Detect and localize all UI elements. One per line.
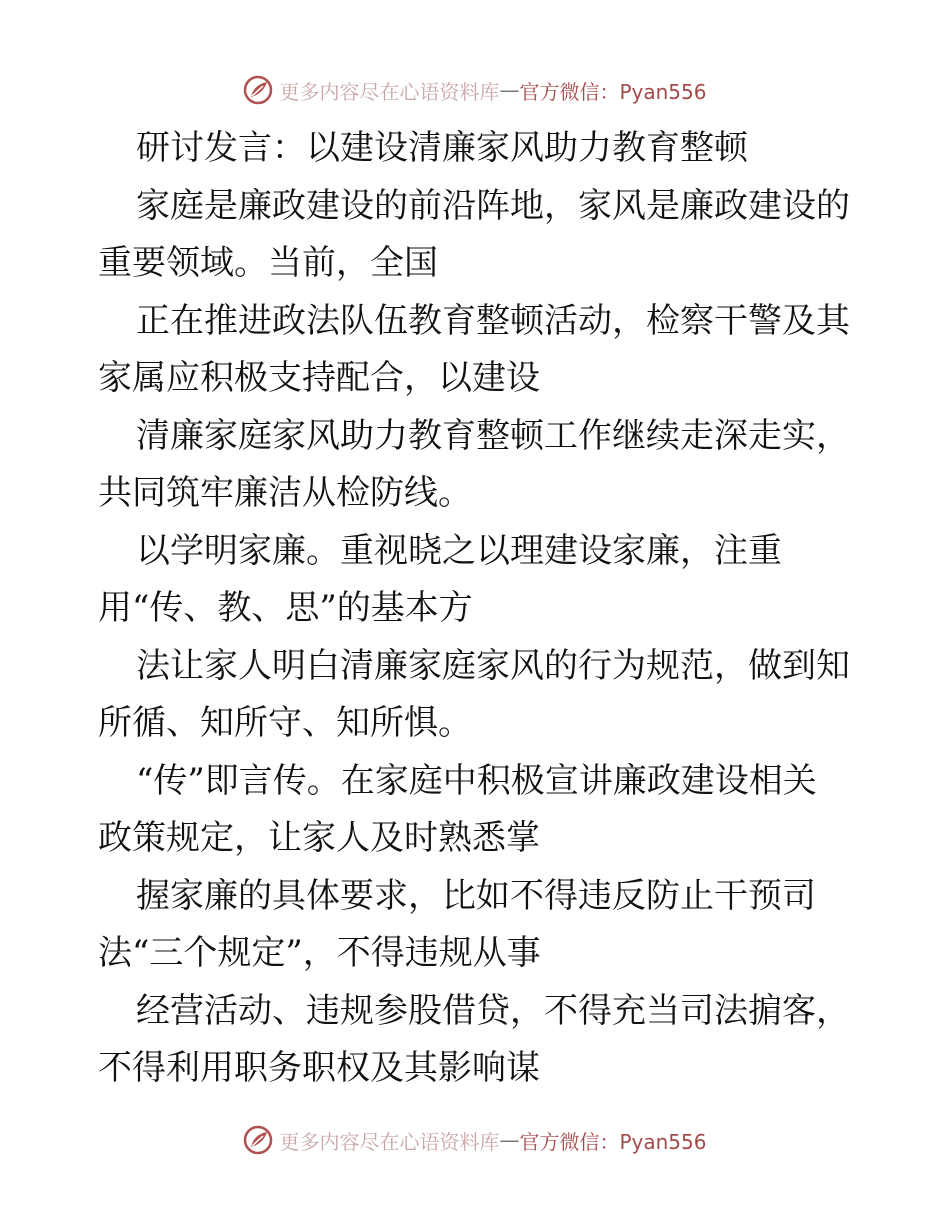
text-line: 正在推进政法队伍教育整顿活动，检察干警及其: [136, 300, 850, 341]
text-line: “传”即言传。在家庭中积极宣讲廉政建设相关: [136, 760, 817, 801]
text-line: 不得利用职务职权及其影响谋: [98, 1048, 540, 1088]
text-line: 以学明家廉。重视晓之以理建设家廉，注重: [136, 530, 782, 571]
footer-banner: [0, 1120, 950, 1160]
banner-wechat-text: 官方微信：Pyan556: [519, 79, 707, 104]
text-line: 政策规定，让家人及时熟悉掌: [98, 818, 540, 858]
text-line: 经营活动、违规参股借贷，不得充当司法掮客，: [136, 990, 850, 1031]
header-banner: [0, 70, 950, 110]
text-line: 家属应积极支持配合，以建设: [98, 358, 540, 398]
text-line: 握家廉的具体要求，比如不得违反防止干预司: [136, 875, 816, 916]
banner-text: [279, 76, 706, 105]
text-line: 用“传、教、思”的基本方: [98, 588, 473, 628]
banner-dash: —: [499, 78, 520, 102]
text-line: 所循、知所守、知所惧。: [98, 703, 472, 743]
text-line: 法让家人明白清廉家庭家风的行为规范，做到知: [136, 645, 850, 686]
text-line: 重要领域。当前，全国: [98, 243, 438, 283]
document-title: 研讨发言：以建设清廉家风助力教育整顿: [136, 128, 748, 168]
banner-dash: —: [499, 1128, 520, 1152]
banner-text: [279, 1126, 706, 1155]
document-body: [98, 120, 858, 1098]
text-line: 家庭是廉政建设的前沿阵地，家风是廉政建设的: [136, 185, 850, 226]
banner-brand-text: 更多内容尽在心语资料库: [279, 1129, 500, 1154]
banner-brand-text: 更多内容尽在心语资料库: [279, 79, 500, 104]
leaf-logo-icon: [243, 75, 273, 105]
banner-wechat-text: 官方微信：Pyan556: [519, 1129, 707, 1154]
leaf-logo-icon: [243, 1125, 273, 1155]
text-line: 清廉家庭家风助力教育整顿工作继续走深走实，: [136, 415, 850, 456]
text-line: 法“三个规定”，不得违规从事: [98, 933, 541, 973]
text-line: 共同筑牢廉洁从检防线。: [98, 473, 472, 513]
